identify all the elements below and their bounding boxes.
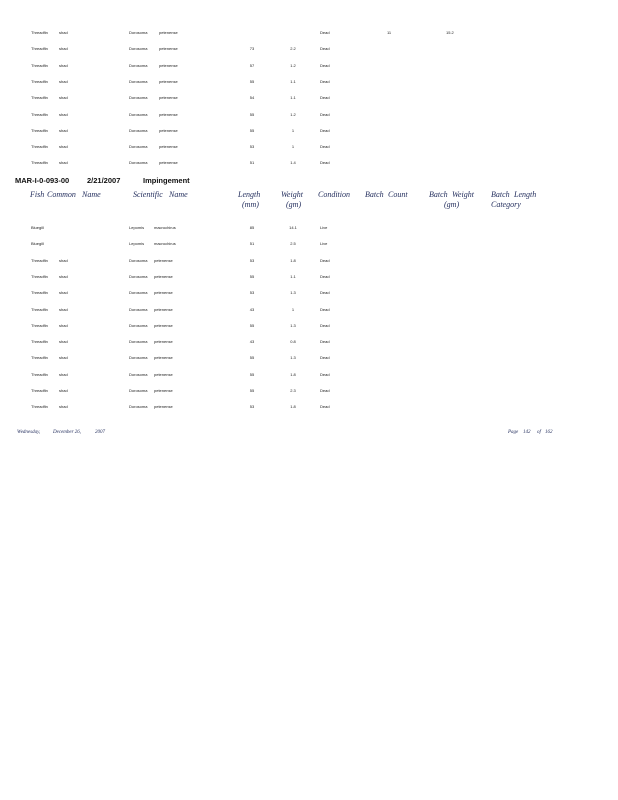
cell-weight: 1.4 [290,160,296,166]
cell-scientific-species: petenense [159,46,178,52]
cell-common-name-1: Threadfin [31,144,48,150]
cell-length: 51 [249,160,255,166]
cell-scientific-genus: Dorosoma [129,62,148,68]
cell-condition: Dead [320,78,330,84]
cell-scientific-species: macrochirus [154,241,176,247]
table-row [0,305,618,315]
cell-common-name-2: shad [59,95,68,101]
cell-common-name-1: Threadfin [31,30,48,35]
cell-scientific-species: petenense [154,257,173,263]
header-batch-2: Batch [429,190,448,199]
cell-length: 55 [249,273,255,279]
cell-condition: Dead [320,30,330,35]
cell-common-name-2: shad [59,355,68,361]
cell-length: 53 [249,290,255,296]
cell-weight: 1 [291,144,295,150]
header-weight-2-unit: (gm) [444,200,460,209]
cell-scientific-genus: Dorosoma [129,404,148,410]
cell-length: 54 [249,95,255,101]
cell-common-name-2: shad [59,306,68,312]
cell-common-name-1: Threadfin [31,404,48,410]
footer-weekday: Wednesday, [17,430,41,435]
sample-type: Impingement [143,176,190,185]
cell-length: 57 [249,62,255,68]
cell-scientific-species: petenense [154,273,173,279]
table-row [0,223,618,233]
station-id: MAR-I-0-093-00 [15,176,70,185]
cell-scientific-species: petenense [154,322,173,328]
cell-common-name-1: Threadfin [31,371,48,377]
header-weight-2: Weight [452,190,474,199]
cell-batch-count: 11 [387,30,392,35]
sample-date: 2/21/2007 [87,176,121,185]
cell-scientific-species: petenense [154,388,173,393]
cell-common-name-2: shad [59,388,68,393]
cell-weight: 1.3 [290,322,296,328]
cell-weight: 1.3 [290,355,296,361]
cell-scientific-genus: Dorosoma [129,160,148,166]
cell-weight: 1.3 [290,290,296,296]
cell-weight: 2.2 [290,46,296,52]
cell-scientific-genus: Lepomis [129,241,145,247]
table-row [0,142,618,152]
cell-condition: Dead [320,46,330,52]
table-row [0,110,618,120]
cell-scientific-genus: Lepomis [129,225,145,230]
cell-common-name-2: shad [59,257,68,263]
cell-common-name-2: shad [59,404,68,410]
cell-weight: 1.8 [290,371,296,377]
cell-scientific-species: petenense [154,355,173,361]
cell-condition: Dead [320,339,330,345]
cell-weight: 1.2 [290,111,296,117]
cell-common-name-2: shad [59,160,68,166]
header-category: Category [491,200,521,209]
cell-length: 55 [249,322,255,328]
cell-common-name-1: Threadfin [31,160,48,166]
table-row [0,337,618,347]
cell-condition: Dead [320,404,330,410]
header-name: Name [82,190,101,199]
cell-scientific-genus: Dorosoma [129,339,148,345]
cell-common-name-1: Threadfin [31,355,48,361]
footer-page-num: 142 [523,430,531,435]
table-row [0,77,618,87]
cell-common-name-1: Threadfin [31,306,48,312]
cell-common-name-1: Bluegill [31,241,44,247]
cell-scientific-genus: Dorosoma [129,127,148,133]
cell-length: 53 [249,144,255,150]
cell-weight: 0.8 [290,339,296,345]
cell-weight: 1 [291,127,295,133]
cell-scientific-genus: Dorosoma [129,95,148,101]
cell-condition: Dead [320,322,330,328]
cell-length: 55 [249,355,255,361]
cell-weight: 2.3 [290,388,296,393]
cell-scientific-species: petenense [159,95,178,101]
header-fish: Fish [30,190,45,199]
cell-condition: Dead [320,95,330,101]
cell-common-name-2: shad [59,144,68,150]
cell-common-name-2: shad [59,46,68,52]
cell-scientific-genus: Dorosoma [129,306,148,312]
cell-scientific-genus: Dorosoma [129,111,148,117]
table-row [0,158,618,168]
cell-length: 55 [249,388,255,393]
cell-length: 53 [249,404,255,410]
cell-common-name-2: shad [59,290,68,296]
cell-length: 55 [249,111,255,117]
cell-scientific-species: petenense [159,160,178,166]
cell-weight: 1.1 [290,273,296,279]
footer-month-day: December 26, [53,430,82,435]
header-scientific: Scientific [133,190,163,199]
cell-length: 85 [249,225,255,230]
table-row [0,272,618,282]
cell-common-name-1: Threadfin [31,322,48,328]
cell-length: 73 [249,46,255,52]
cell-common-name-1: Bluegill [31,225,44,230]
table-row [0,28,618,38]
cell-scientific-species: petenense [159,30,178,35]
table-row [0,321,618,331]
cell-length: 51 [249,241,255,247]
cell-condition: Dead [320,290,330,296]
footer-year: 2007 [95,430,105,435]
cell-common-name-2: shad [59,127,68,133]
cell-length: 55 [249,371,255,377]
footer-page-total: 162 [545,430,553,435]
cell-scientific-species: petenense [154,371,173,377]
header-length-3: Length [514,190,537,199]
cell-common-name-1: Threadfin [31,78,48,84]
cell-common-name-1: Threadfin [31,257,48,263]
cell-common-name-1: Threadfin [31,273,48,279]
cell-common-name-1: Threadfin [31,46,48,52]
table-row [0,126,618,136]
cell-batch-weight: 15.2 [446,30,454,35]
table-row [0,44,618,54]
cell-scientific-genus: Dorosoma [129,290,148,296]
cell-length: 55 [249,127,255,133]
cell-common-name-1: Threadfin [31,62,48,68]
cell-scientific-genus: Dorosoma [129,273,148,279]
footer-page-label: Page [508,430,519,435]
cell-scientific-genus: Dorosoma [129,371,148,377]
table-row [0,370,618,380]
cell-common-name-1: Threadfin [31,388,48,393]
table-row [0,256,618,266]
cell-length: 43 [249,306,255,312]
table-row [0,93,618,103]
header-count: Count [388,190,408,199]
cell-condition: Dead [320,160,330,166]
header-sci-name: Name [169,190,188,199]
table-row [0,402,618,412]
cell-condition: Dead [320,355,330,361]
cell-scientific-species: petenense [159,78,178,84]
cell-length: 43 [249,339,255,345]
table-row [0,353,618,363]
cell-common-name-2: shad [59,339,68,345]
header-weight-unit: (gm) [286,200,302,209]
cell-condition: Dead [320,306,330,312]
cell-scientific-species: petenense [159,62,178,68]
cell-weight: 1.2 [290,62,296,68]
header-condition: Condition [318,190,351,199]
cell-scientific-species: petenense [154,306,173,312]
cell-common-name-2: shad [59,273,68,279]
cell-scientific-genus: Dorosoma [129,257,148,263]
cell-common-name-1: Threadfin [31,127,48,133]
cell-condition: Dead [320,127,330,133]
footer-of-label: of [537,430,541,435]
header-length: Length [238,190,261,199]
cell-weight: 14.1 [289,225,297,230]
cell-weight: 1.1 [290,78,296,84]
cell-condition: Live [320,241,328,247]
cell-scientific-species: petenense [154,339,173,345]
cell-common-name-1: Threadfin [31,339,48,345]
table-row [0,288,618,298]
cell-condition: Dead [320,62,330,68]
cell-condition: Dead [320,144,330,150]
header-batch-3: Batch [491,190,510,199]
header-weight: Weight [281,190,303,199]
cell-common-name-2: shad [59,62,68,68]
cell-scientific-genus: Dorosoma [129,388,148,393]
cell-common-name-2: shad [59,111,68,117]
cell-length: 55 [249,78,255,84]
cell-scientific-species: macrochirus [154,225,176,230]
cell-common-name-2: shad [59,30,68,35]
cell-common-name-1: Threadfin [31,111,48,117]
cell-condition: Dead [320,371,330,377]
cell-condition: Dead [320,273,330,279]
cell-scientific-species: petenense [154,290,173,296]
cell-scientific-species: petenense [159,111,178,117]
cell-condition: Dead [320,257,330,263]
table-row [0,386,618,396]
cell-scientific-genus: Dorosoma [129,355,148,361]
header-length-unit: (mm) [242,200,259,209]
cell-scientific-genus: Dorosoma [129,78,148,84]
cell-weight: 1.8 [290,404,296,410]
cell-scientific-genus: Dorosoma [129,46,148,52]
cell-weight: 1 [291,306,295,312]
cell-scientific-species: petenense [159,144,178,150]
cell-common-name-1: Threadfin [31,95,48,101]
cell-common-name-2: shad [59,322,68,328]
header-batch: Batch [365,190,384,199]
cell-common-name-2: shad [59,78,68,84]
cell-scientific-species: petenense [159,127,178,133]
cell-condition: Live [320,225,328,230]
table-row [0,239,618,249]
cell-scientific-genus: Dorosoma [129,30,148,35]
cell-scientific-genus: Dorosoma [129,144,148,150]
cell-common-name-2: shad [59,371,68,377]
cell-scientific-species: petenense [154,404,173,410]
cell-condition: Dead [320,111,330,117]
header-common: Common [47,190,76,199]
cell-length: 53 [249,257,255,263]
cell-weight: 1.1 [290,95,296,101]
table-row [0,61,618,71]
cell-scientific-genus: Dorosoma [129,322,148,328]
cell-weight: 2.5 [290,241,296,247]
cell-common-name-1: Threadfin [31,290,48,296]
cell-condition: Dead [320,388,330,393]
cell-weight: 1.8 [290,257,296,263]
